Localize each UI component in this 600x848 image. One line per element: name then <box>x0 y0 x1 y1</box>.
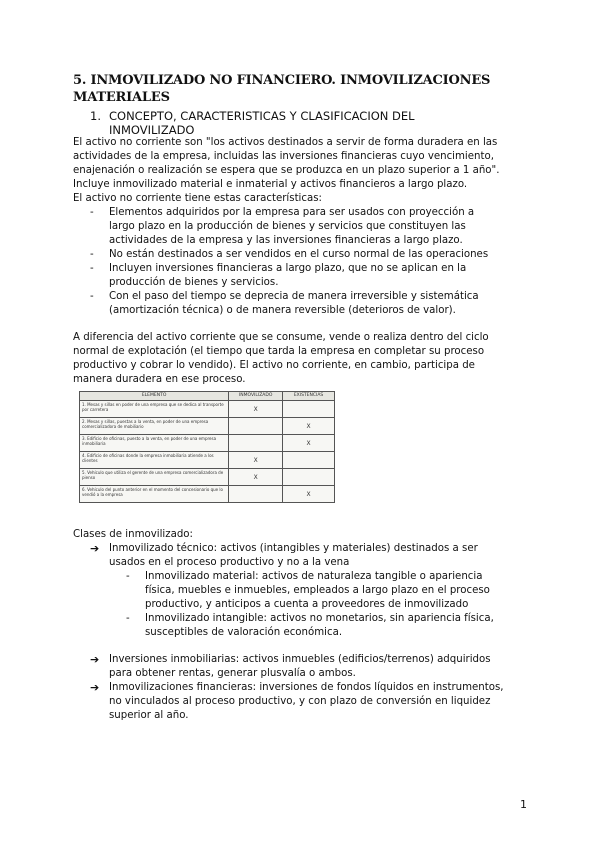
class-line: Inversiones inmobiliarias: activos inmuebles (edificios/terrenos) adquiridos <box>109 654 491 665</box>
dash-bullet: - <box>90 263 94 274</box>
table-cell-existencias: X <box>283 486 335 503</box>
table-header: INMOVILIZADO <box>229 392 283 401</box>
table-cell-existencias: X <box>283 435 335 452</box>
characteristic-item <box>90 248 520 263</box>
characteristic-line: (amortización técnica) o de manera reversible (deterioros de valor). <box>109 305 456 316</box>
intro-line: El activo no corriente son "los activos destinados a servir de forma duradera en las <box>73 137 498 148</box>
characteristic-item <box>90 206 520 249</box>
table-cell-inmovilizado: X <box>229 469 283 486</box>
intro-line: El activo no corriente tiene estas características: <box>73 193 322 204</box>
difference-line: manera duradera en ese proceso. <box>73 374 246 385</box>
subclass-line: susceptibles de valoración económica. <box>145 627 343 638</box>
characteristic-line: producción de bienes y servicios. <box>109 277 279 288</box>
page-number: 1 <box>520 798 527 811</box>
subclass-item <box>126 570 526 613</box>
class-line: no vinculados al proceso productivo, y con plazo de conversión en liquidez <box>109 696 491 707</box>
class-line: para obtener rentas, generar plusvalía o ambos. <box>109 668 356 679</box>
table-cell-inmovilizado: X <box>229 452 283 469</box>
table-cell-existencias <box>283 452 335 469</box>
subclass-line: Inmovilizado intangible: activos no monetarios, sin apariencia física, <box>145 613 494 624</box>
table-cell-elemento: 1. Mesas y sillas en poder de una empresa que se dedica al transporte por carretera <box>80 401 229 418</box>
intro-line: actividades de la empresa, incluidas las inversiones financieras cuyo vencimiento, <box>73 151 494 162</box>
subclass-line: física, muebles e inmuebles, empleados a largo plazo en el proceso <box>145 585 490 596</box>
difference-line: A diferencia del activo corriente que se consume, vende o realiza dentro del ciclo <box>73 332 489 343</box>
characteristic-item <box>90 262 520 291</box>
dash-bullet: - <box>90 291 94 302</box>
table-row <box>80 452 335 469</box>
table-cell-elemento: 6. Vehículo del punto anterior en el momento del concesionario que lo vendió a la empresa <box>80 486 229 503</box>
difference-line: normal de explotación (el tiempo que tarda la empresa en completar su proceso <box>73 346 485 357</box>
table-row <box>80 418 335 435</box>
table-cell-elemento: 2. Mesas y sillas, puestas a la venta, en poder de una empresa comercializadora de mobiliario <box>80 418 229 435</box>
characteristic-line: Incluyen inversiones financieras a largo plazo, que no se aplican en la <box>109 263 467 274</box>
classification-table <box>79 391 335 503</box>
characteristic-line: Con el paso del tiempo se deprecia de manera irreversible y sistemática <box>109 291 479 302</box>
dash-bullet: - <box>126 613 130 624</box>
intro-line: Incluye inmovilizado material e inmaterial y activos financieros a largo plazo. <box>73 179 468 190</box>
dash-bullet: - <box>126 571 130 582</box>
class-line: usados en el proceso productivo y no a la vena <box>109 557 350 568</box>
section-heading: 5. INMOVILIZADO NO FINANCIERO. INMOVILIZACIONES MATERIALES <box>73 73 491 105</box>
table-cell-existencias <box>283 469 335 486</box>
difference-line: productivo y cobrar lo vendido). El activo no corriente, en cambio, participa de <box>73 360 475 371</box>
table-row <box>80 401 335 418</box>
table-cell-existencias: X <box>283 418 335 435</box>
arrow-icon: ➔ <box>90 653 100 666</box>
dash-bullet: - <box>90 207 94 218</box>
subclass-line: productivo, y anticipos a cuenta a proveedores de inmovilizado <box>145 599 469 610</box>
characteristic-line: actividades de la empresa y las inversiones financieras a largo plazo. <box>109 235 463 246</box>
table-header: ELEMENTO <box>80 392 229 401</box>
intro-line: enajenación o realización se espera que se produzca en un plazo superior a 1 año". <box>73 165 500 176</box>
arrow-icon: ➔ <box>90 542 100 555</box>
table-cell-inmovilizado: X <box>229 401 283 418</box>
class-item <box>90 681 530 724</box>
characteristic-line: largo plazo en la producción de bienes y servicios que constituyen las <box>109 221 466 232</box>
class-item <box>90 653 530 682</box>
subsection-title: CONCEPTO, CARACTERISTICAS Y CLASIFICACION DEL INMOVILIZADO <box>109 109 415 137</box>
arrow-icon: ➔ <box>90 681 100 694</box>
table-cell-inmovilizado <box>229 486 283 503</box>
characteristic-line: Elementos adquiridos por la empresa para ser usados con proyección a <box>109 207 475 218</box>
table-row <box>80 435 335 452</box>
class-line: Inmovilizaciones financieras: inversiones de fondos líquidos en instrumentos, <box>109 682 504 693</box>
class-line: Inmovilizado técnico: activos (intangibles y materiales) destinados a ser <box>109 543 478 554</box>
table-cell-inmovilizado <box>229 418 283 435</box>
subclass-item <box>126 612 526 641</box>
subclass-line: Inmovilizado material: activos de naturaleza tangible o apariencia <box>145 571 483 582</box>
characteristic-item <box>90 290 520 319</box>
table-header-row <box>80 392 335 401</box>
class-item <box>90 542 530 571</box>
table-row <box>80 486 335 503</box>
classes-title: Clases de inmovilizado: <box>73 529 193 540</box>
class-line: superior al año. <box>109 710 189 721</box>
table-row <box>80 469 335 486</box>
table-cell-elemento: 5. Vehículo que utiliza el gerente de una empresa comercializadora de pienso <box>80 469 229 486</box>
table-cell-elemento: 4. Edificio de oficinas donde la empresa inmobiliaria atiende a los clientes <box>80 452 229 469</box>
table-cell-existencias <box>283 401 335 418</box>
table-header: EXISTENCIAS <box>283 392 335 401</box>
dash-bullet: - <box>90 249 94 260</box>
characteristic-line: No están destinados a ser vendidos en el curso normal de las operaciones <box>109 249 489 260</box>
subsection-number: 1. <box>90 109 101 123</box>
table-cell-elemento: 3. Edificio de oficinas, puesto a la venta, en poder de una empresa inmobiliaria <box>80 435 229 452</box>
table-cell-inmovilizado <box>229 435 283 452</box>
